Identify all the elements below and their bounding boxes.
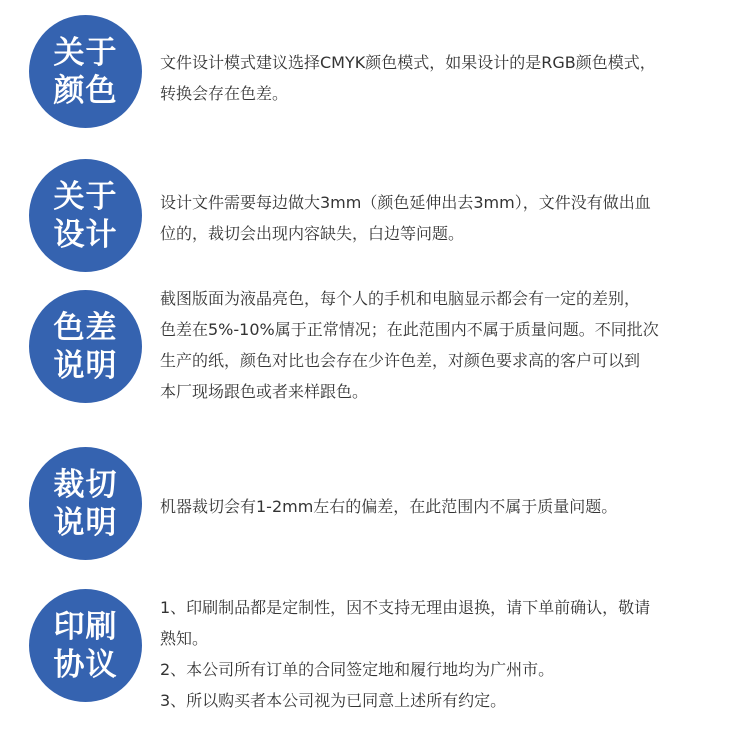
text-line: 2、本公司所有订单的合同签定地和履行地均为广州市。	[160, 660, 555, 679]
text-line: 3、所以购买者本公司视为已同意上述所有约定。	[160, 691, 507, 710]
section-text	[160, 283, 732, 407]
badge-line-2: 说明	[53, 504, 118, 541]
badge-line-2: 协议	[53, 646, 118, 683]
badge-line-2: 颜色	[53, 72, 118, 109]
text-line: 文件设计模式建议选择CMYK颜色模式，如果设计的是RGB颜色模式，	[160, 53, 656, 72]
text-line: 色差在5%-10%属于正常情况；在此范围内不属于质量问题。不同批次	[160, 320, 659, 339]
section-text	[160, 491, 732, 522]
text-line: 熟知。	[160, 629, 209, 648]
badge-line-2: 设计	[53, 216, 118, 253]
text-line: 转换会存在色差。	[160, 84, 289, 103]
badge-line-1: 关于	[53, 34, 118, 71]
badge-color	[29, 15, 142, 128]
badge-design	[29, 159, 142, 272]
text-line: 设计文件需要每边做大3mm（颜色延伸出去3mm），文件没有做出血	[160, 193, 651, 212]
badge-line-1: 印刷	[53, 608, 118, 645]
badge-line-1: 色差	[53, 309, 118, 346]
text-line: 生产的纸，颜色对比也会存在少许色差，对颜色要求高的客户可以到	[160, 351, 641, 370]
badge-cutting	[29, 447, 142, 560]
section-text	[160, 592, 732, 716]
text-line: 本厂现场跟色或者来样跟色。	[160, 382, 369, 401]
badge-line-2: 说明	[53, 347, 118, 384]
text-line: 机器裁切会有1-2mm左右的偏差，在此范围内不属于质量问题。	[160, 497, 618, 516]
badge-line-1: 裁切	[53, 466, 118, 503]
badge-color-difference	[29, 290, 142, 403]
text-line: 1、印刷制品都是定制性，因不支持无理由退换，请下单前确认，敬请	[160, 598, 651, 617]
text-line: 截图版面为液晶亮色，每个人的手机和电脑显示都会有一定的差别，	[160, 289, 641, 308]
section-text	[160, 47, 732, 109]
badge-printing-agreement	[29, 589, 142, 702]
section-text	[160, 187, 732, 249]
badge-line-1: 关于	[53, 178, 118, 215]
text-line: 位的，裁切会出现内容缺失，白边等问题。	[160, 224, 465, 243]
